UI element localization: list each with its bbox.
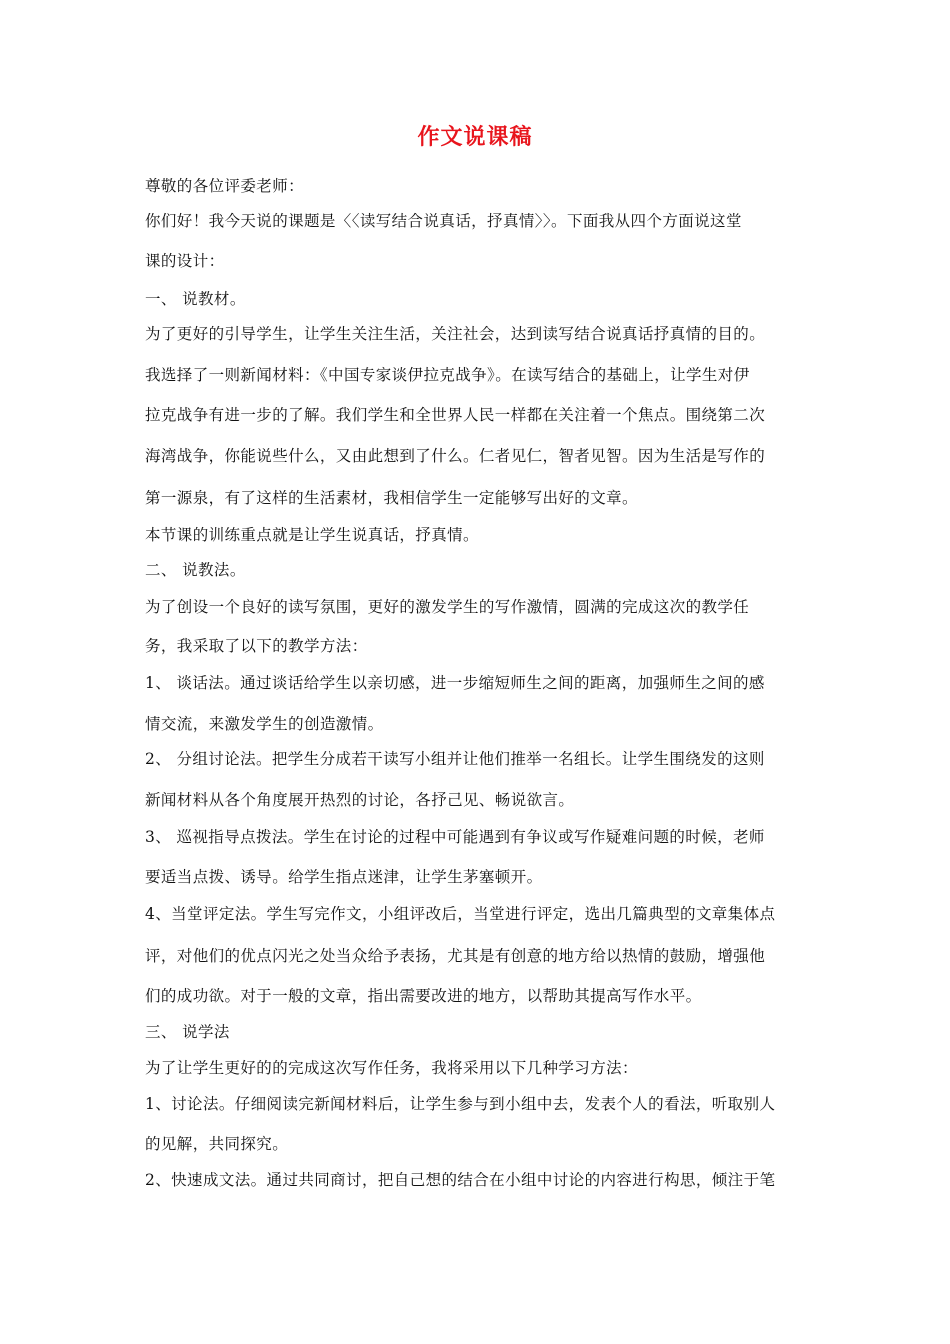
section-heading: 二、 说教法。 (145, 561, 246, 579)
text-line: 第一源泉，有了这样的生活素材，我相信学生一定能够写出好的文章。 (145, 489, 638, 507)
text-line: 海湾战争，你能说些什么，又由此想到了什么。仁者见仁，智者见智。因为生活是写作的 (145, 447, 766, 465)
text-line: 为了创设一个良好的读写氛围，更好的激发学生的写作激情，圆满的完成这次的教学任 (145, 598, 750, 616)
text-line: 为了更好的引导学生，让学生关注生活，关注社会，达到读写结合说真话抒真情的目的。 (145, 325, 766, 343)
text-line: 为了让学生更好的的完成这次写作任务，我将采用以下几种学习方法： (145, 1059, 638, 1077)
list-item: 3、 巡视指导点拨法。学生在讨论的过程中可能遇到有争议或写作疑难问题的时候，老师 (145, 828, 765, 846)
text-line: 新闻材料从各个角度展开热烈的讨论，各抒己见、畅说欲言。 (145, 791, 575, 809)
list-item: 2、快速成文法。通过共同商讨，把自己想的结合在小组中讨论的内容进行构思，倾注于笔 (145, 1171, 776, 1189)
list-item: 4、当堂评定法。学生写完作文，小组评改后，当堂进行评定，选出几篇典型的文章集体点 (145, 905, 776, 923)
list-item: 2、 分组讨论法。把学生分成若干读写小组并让他们推举一名组长。让学生围绕发的这则 (145, 750, 765, 768)
text-line: 本节课的训练重点就是让学生说真话，抒真情。 (145, 526, 479, 544)
text-line: 拉克战争有进一步的了解。我们学生和全世界人民一样都在关注着一个焦点。围绕第二次 (145, 406, 766, 424)
text-line: 情交流，来激发学生的创造激情。 (145, 715, 384, 733)
text-line: 你们好！我今天说的课题是〈〈读写结合说真话，抒真情〉〉。下面我从四个方面说这堂 (145, 212, 742, 230)
section-heading: 三、 说学法 (145, 1023, 230, 1041)
text-line: 评，对他们的优点闪光之处当众给予表扬，尤其是有创意的地方给以热情的鼓励，增强他 (145, 947, 766, 965)
text-line: 的见解，共同探究。 (145, 1135, 289, 1153)
text-line: 要适当点拨、诱导。给学生指点迷津，让学生茅塞顿开。 (145, 868, 543, 886)
text-line: 们的成功欲。对于一般的文章，指出需要改进的地方，以帮助其提高写作水平。 (145, 987, 702, 1005)
text-line: 课的设计： (145, 252, 225, 270)
list-item: 1、 谈话法。通过谈话给学生以亲切感，进一步缩短师生之间的距离，加强师生之间的感 (145, 674, 765, 692)
text-line: 我选择了一则新闻材料：《中国专家谈伊拉克战争》。在读写结合的基础上，让学生对伊 (145, 366, 750, 384)
text-line: 务，我采取了以下的教学方法： (145, 637, 368, 655)
section-heading: 一、 说教材。 (145, 290, 246, 308)
list-item: 1、讨论法。仔细阅读完新闻材料后，让学生参与到小组中去，发表个人的看法，听取别人 (145, 1095, 776, 1113)
text-line: 尊敬的各位评委老师： (145, 177, 305, 195)
document-title: 作文说课稿 (417, 124, 533, 150)
